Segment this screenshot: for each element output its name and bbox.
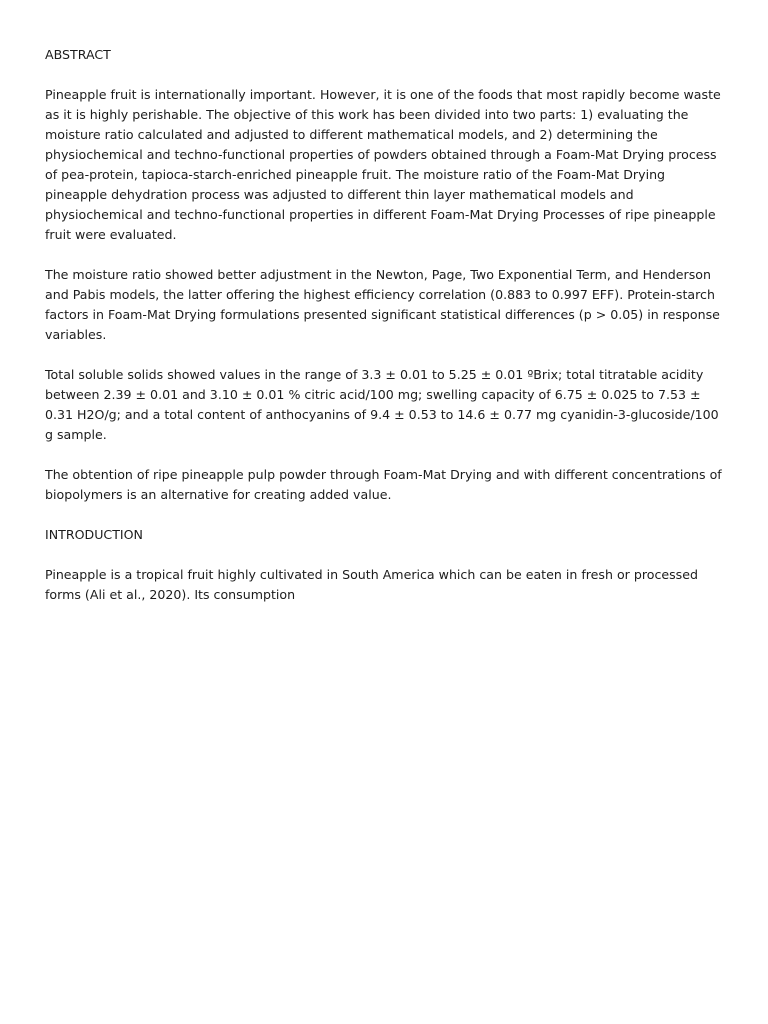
introduction-heading: INTRODUCTION: [45, 527, 143, 542]
abstract-paragraph-1: Pineapple fruit is internationally important. However, it is one of the foods that most rapidly become waste as it is highly perishable. The objective of this work has been divided into two parts: 1) evaluating the moisture ratio calculated and adjusted to different mathematical models, and 2) determining the physiochemical and techno-functional properties of powders obtained through a Foam-Mat Drying process of pea-protein, tapioca-starch-enriched pineapple fruit. The moisture ratio of the Foam-Mat Drying pineapple dehydration process was adjusted to different thin layer mathematical models and physiochemical and techno-functional properties in different Foam-Mat Drying Processes of ripe pineapple fruit were evaluated.: [45, 87, 721, 242]
abstract-paragraph-2: The moisture ratio showed better adjustment in the Newton, Page, Two Exponential Term, and Henderson and Pabis models, the latter offering the highest efficiency correlation (0.883 to 0.997 EFF). Protein-starch factors in Foam-Mat Drying formulations presented significant statistical differences (p > 0.05) in response variables.: [45, 267, 720, 342]
document-page: [45, 45, 725, 625]
abstract-heading: ABSTRACT: [45, 47, 111, 62]
abstract-paragraph-4: The obtention of ripe pineapple pulp powder through Foam-Mat Drying and with different concentrations of biopolymers is an alternative for creating added value.: [45, 467, 722, 502]
introduction-paragraph-1: Pineapple is a tropical fruit highly cultivated in South America which can be eaten in fresh or processed forms (Ali et al., 2020). Its consumption: [45, 567, 698, 602]
abstract-paragraph-3: Total soluble solids showed values in the range of 3.3 ± 0.01 to 5.25 ± 0.01 ºBrix; total titratable acidity between 2.39 ± 0.01 and 3.10 ± 0.01 % citric acid/100 mg; swelling capacity of 6.75 ± 0.025 to 7.53 ± 0.31 H2O/g; and a total content of anthocyanins of 9.4 ± 0.53 to 14.6 ± 0.77 mg cyanidin-3-glucoside/100 g sample.: [45, 367, 719, 442]
